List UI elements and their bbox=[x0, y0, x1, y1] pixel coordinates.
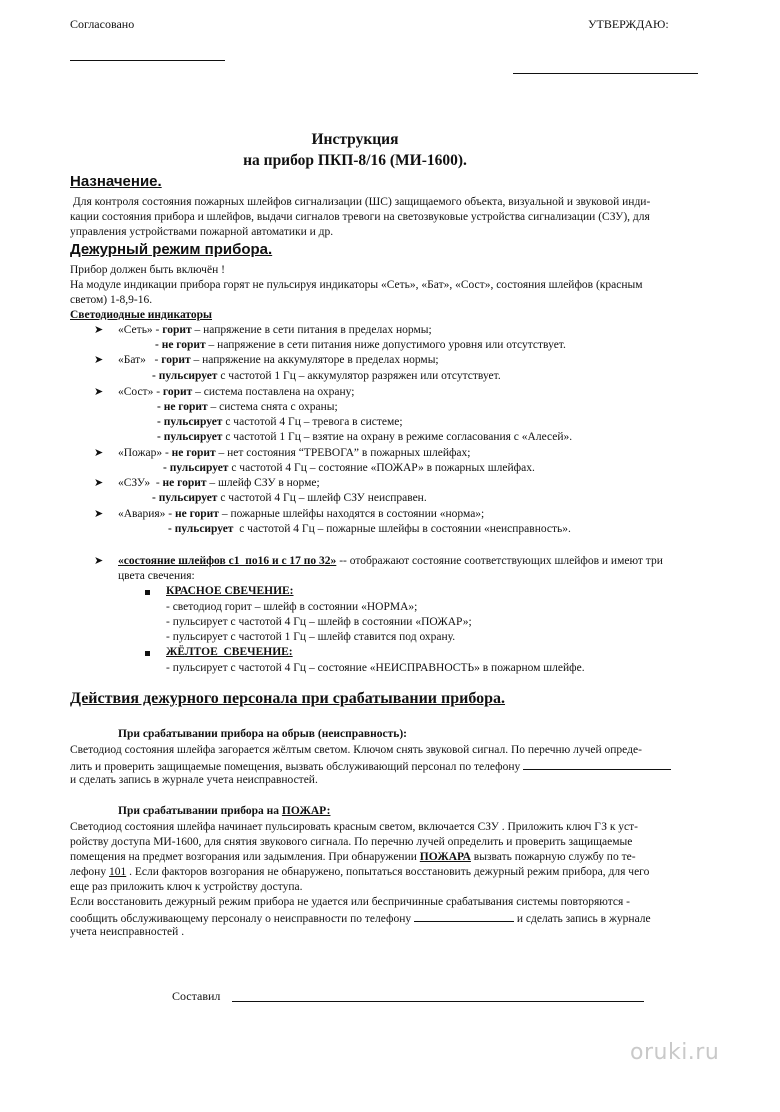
arrow-bullet-icon: ➤ bbox=[94, 447, 104, 459]
arrow-bullet-icon: ➤ bbox=[94, 555, 104, 567]
led-indicators-heading: Светодиодные индикаторы bbox=[70, 309, 213, 321]
approved-signature-line bbox=[70, 60, 225, 61]
led-set-line2: - не горит – напряжение в сети питания ниже допустимого уровня или отсутствует. bbox=[155, 339, 566, 351]
repeat-line-3: учета неисправностей . bbox=[70, 926, 185, 938]
duty-mode-heading: Дежурный режим прибора. bbox=[70, 241, 273, 258]
repeat-phone-blank[interactable] bbox=[414, 910, 514, 922]
fault-heading: При срабатывании прибора на обрыв (неисправность): bbox=[118, 728, 408, 740]
purpose-heading: Назначение. bbox=[70, 173, 162, 190]
red-glow-heading: КРАСНОЕ СВЕЧЕНИЕ: bbox=[166, 585, 294, 597]
led-avaria-line2: - пульсирует с частотой 4 Гц – пожарные шлейфы в состоянии «неисправность». bbox=[168, 523, 571, 535]
approved-label: Согласовано bbox=[70, 17, 135, 31]
square-bullet-icon bbox=[145, 590, 150, 595]
yellow-glow-heading: ЖЁЛТОЕ СВЕЧЕНИЕ: bbox=[166, 646, 293, 658]
document-title-line2: на прибор ПКП-8/16 (МИ-1600). bbox=[243, 152, 467, 169]
arrow-bullet-icon: ➤ bbox=[94, 324, 104, 336]
watermark: oruki.ru bbox=[630, 1040, 720, 1065]
red-item-2: - пульсирует с частотой 4 Гц – шлейф в состоянии «ПОЖАР»; bbox=[166, 616, 472, 628]
square-bullet-icon bbox=[145, 651, 150, 656]
fire-line-1: Светодиод состояния шлейфа начинает пульсировать красным светом, включается СЗУ . Приложить ключ ГЗ к уст- bbox=[70, 821, 639, 833]
duty-line-1: Прибор должен быть включён ! bbox=[70, 264, 225, 276]
loops-line2: цвета свечения: bbox=[118, 570, 195, 582]
fault-line-2: лить и проверить защищаемые помещения, вызвать обслуживающий персонал по телефону bbox=[70, 758, 671, 776]
arrow-bullet-icon: ➤ bbox=[94, 477, 104, 489]
compiled-by-signature-line[interactable] bbox=[232, 1001, 644, 1002]
led-sost-line3: - пульсирует с частотой 4 Гц – тревога в системе; bbox=[157, 416, 403, 428]
led-sost-line4: - пульсирует с частотой 1 Гц – взятие на охрану в режиме согласования с «Алесей». bbox=[157, 431, 573, 443]
yellow-item-1: - пульсирует с частотой 4 Гц – состояние «НЕИСПРАВНОСТЬ» в пожарном шлейфе. bbox=[166, 662, 585, 674]
actions-heading: Действия дежурного персонала при срабатывании прибора. bbox=[70, 690, 506, 707]
red-item-1: - светодиод горит – шлейф в состоянии «НОРМА»; bbox=[166, 601, 418, 613]
compiled-by-label: Составил bbox=[172, 989, 221, 1003]
document-title-line1: Инструкция bbox=[311, 131, 399, 148]
red-item-3: - пульсирует с частотой 1 Гц – шлейф ставится под охрану. bbox=[166, 631, 456, 643]
approve-label: УТВЕРЖДАЮ: bbox=[588, 17, 669, 31]
led-sost-line2: - не горит – система снята с охраны; bbox=[157, 401, 338, 413]
purpose-line-1: Для контроля состояния пожарных шлейфов сигнализации (ШС) защищаемого объекта, визуальной и звуковой инди- bbox=[70, 196, 651, 208]
fire-line-2: ройству доступа МИ-1600, для снятия звукового сигнала. По перечню лучей определить и проверить защищаемые bbox=[70, 836, 633, 848]
fire-line-5: еще раз приложить ключ к устройству доступа. bbox=[70, 881, 303, 893]
led-sost-line1: «Сост» - горит – система поставлена на охрану; bbox=[118, 386, 355, 398]
fault-line-1: Светодиод состояния шлейфа загорается жёлтым светом. Ключом снять звуковой сигнал. По перечню лучей опреде- bbox=[70, 744, 642, 756]
led-szu-line2: - пульсирует с частотой 4 Гц – шлейф СЗУ неисправен. bbox=[152, 492, 427, 504]
approve-signature-line bbox=[513, 73, 698, 74]
purpose-line-3: управления устройствами пожарной автоматики и др. bbox=[70, 226, 334, 238]
led-bat-line1: «Бат» - горит – напряжение на аккумуляторе в пределах нормы; bbox=[118, 354, 439, 366]
arrow-bullet-icon: ➤ bbox=[94, 354, 104, 366]
purpose-line-2: кации состояния прибора и шлейфов, выдачи сигналов тревоги на светозвуковые устройства сигнализации (СЗУ), для bbox=[70, 211, 650, 223]
led-pozhar-line1: «Пожар» - не горит – нет состояния “ТРЕВОГА” в пожарных шлейфах; bbox=[118, 447, 471, 459]
fault-phone-blank[interactable] bbox=[523, 758, 671, 770]
led-szu-line1: «СЗУ» - не горит – шлейф СЗУ в норме; bbox=[118, 477, 320, 489]
fire-line-3: помещения на предмет возгорания или задымления. При обнаружении ПОЖАРА вызвать пожарную службу по те- bbox=[70, 851, 636, 863]
arrow-bullet-icon: ➤ bbox=[94, 386, 104, 398]
duty-line-3: светом) 1-8,9-16. bbox=[70, 294, 153, 306]
led-set-line1: «Сеть» - горит – напряжение в сети питания в пределах нормы; bbox=[118, 324, 432, 336]
led-avaria-line1: «Авария» - не горит – пожарные шлейфы находятся в состоянии «норма»; bbox=[118, 508, 485, 520]
fault-line-3: и сделать запись в журнале учета неисправностей. bbox=[70, 774, 318, 786]
fire-line-4: лефону 101 . Если факторов возгорания не обнаружено, попытаться восстановить дежурный режим прибора, для чего bbox=[70, 866, 650, 878]
repeat-line-2: сообщить обслуживающему персоналу о неисправности по телефону и сделать запись в журнале bbox=[70, 910, 651, 928]
led-pozhar-line2: - пульсирует с частотой 4 Гц – состояние «ПОЖАР» в пожарных шлейфах. bbox=[163, 462, 535, 474]
duty-line-2: На модуле индикации прибора горят не пульсируя индикаторы «Сеть», «Бат», «Сост», состояния шлейфов (красным bbox=[70, 279, 643, 291]
fire-heading: При срабатывании прибора на ПОЖАР: bbox=[118, 805, 331, 817]
repeat-line-1: Если восстановить дежурный режим прибора не удается или беспричинные срабатывания системы повторяются - bbox=[70, 896, 630, 908]
loops-line1: «состояние шлейфов с1 по16 и с 17 по 32» -- отображают состояние соответствующих шлейфов и имеют три bbox=[118, 555, 663, 567]
arrow-bullet-icon: ➤ bbox=[94, 508, 104, 520]
led-bat-line2: - пульсирует с частотой 1 Гц – аккумулятор разряжен или отсутствует. bbox=[152, 370, 501, 382]
